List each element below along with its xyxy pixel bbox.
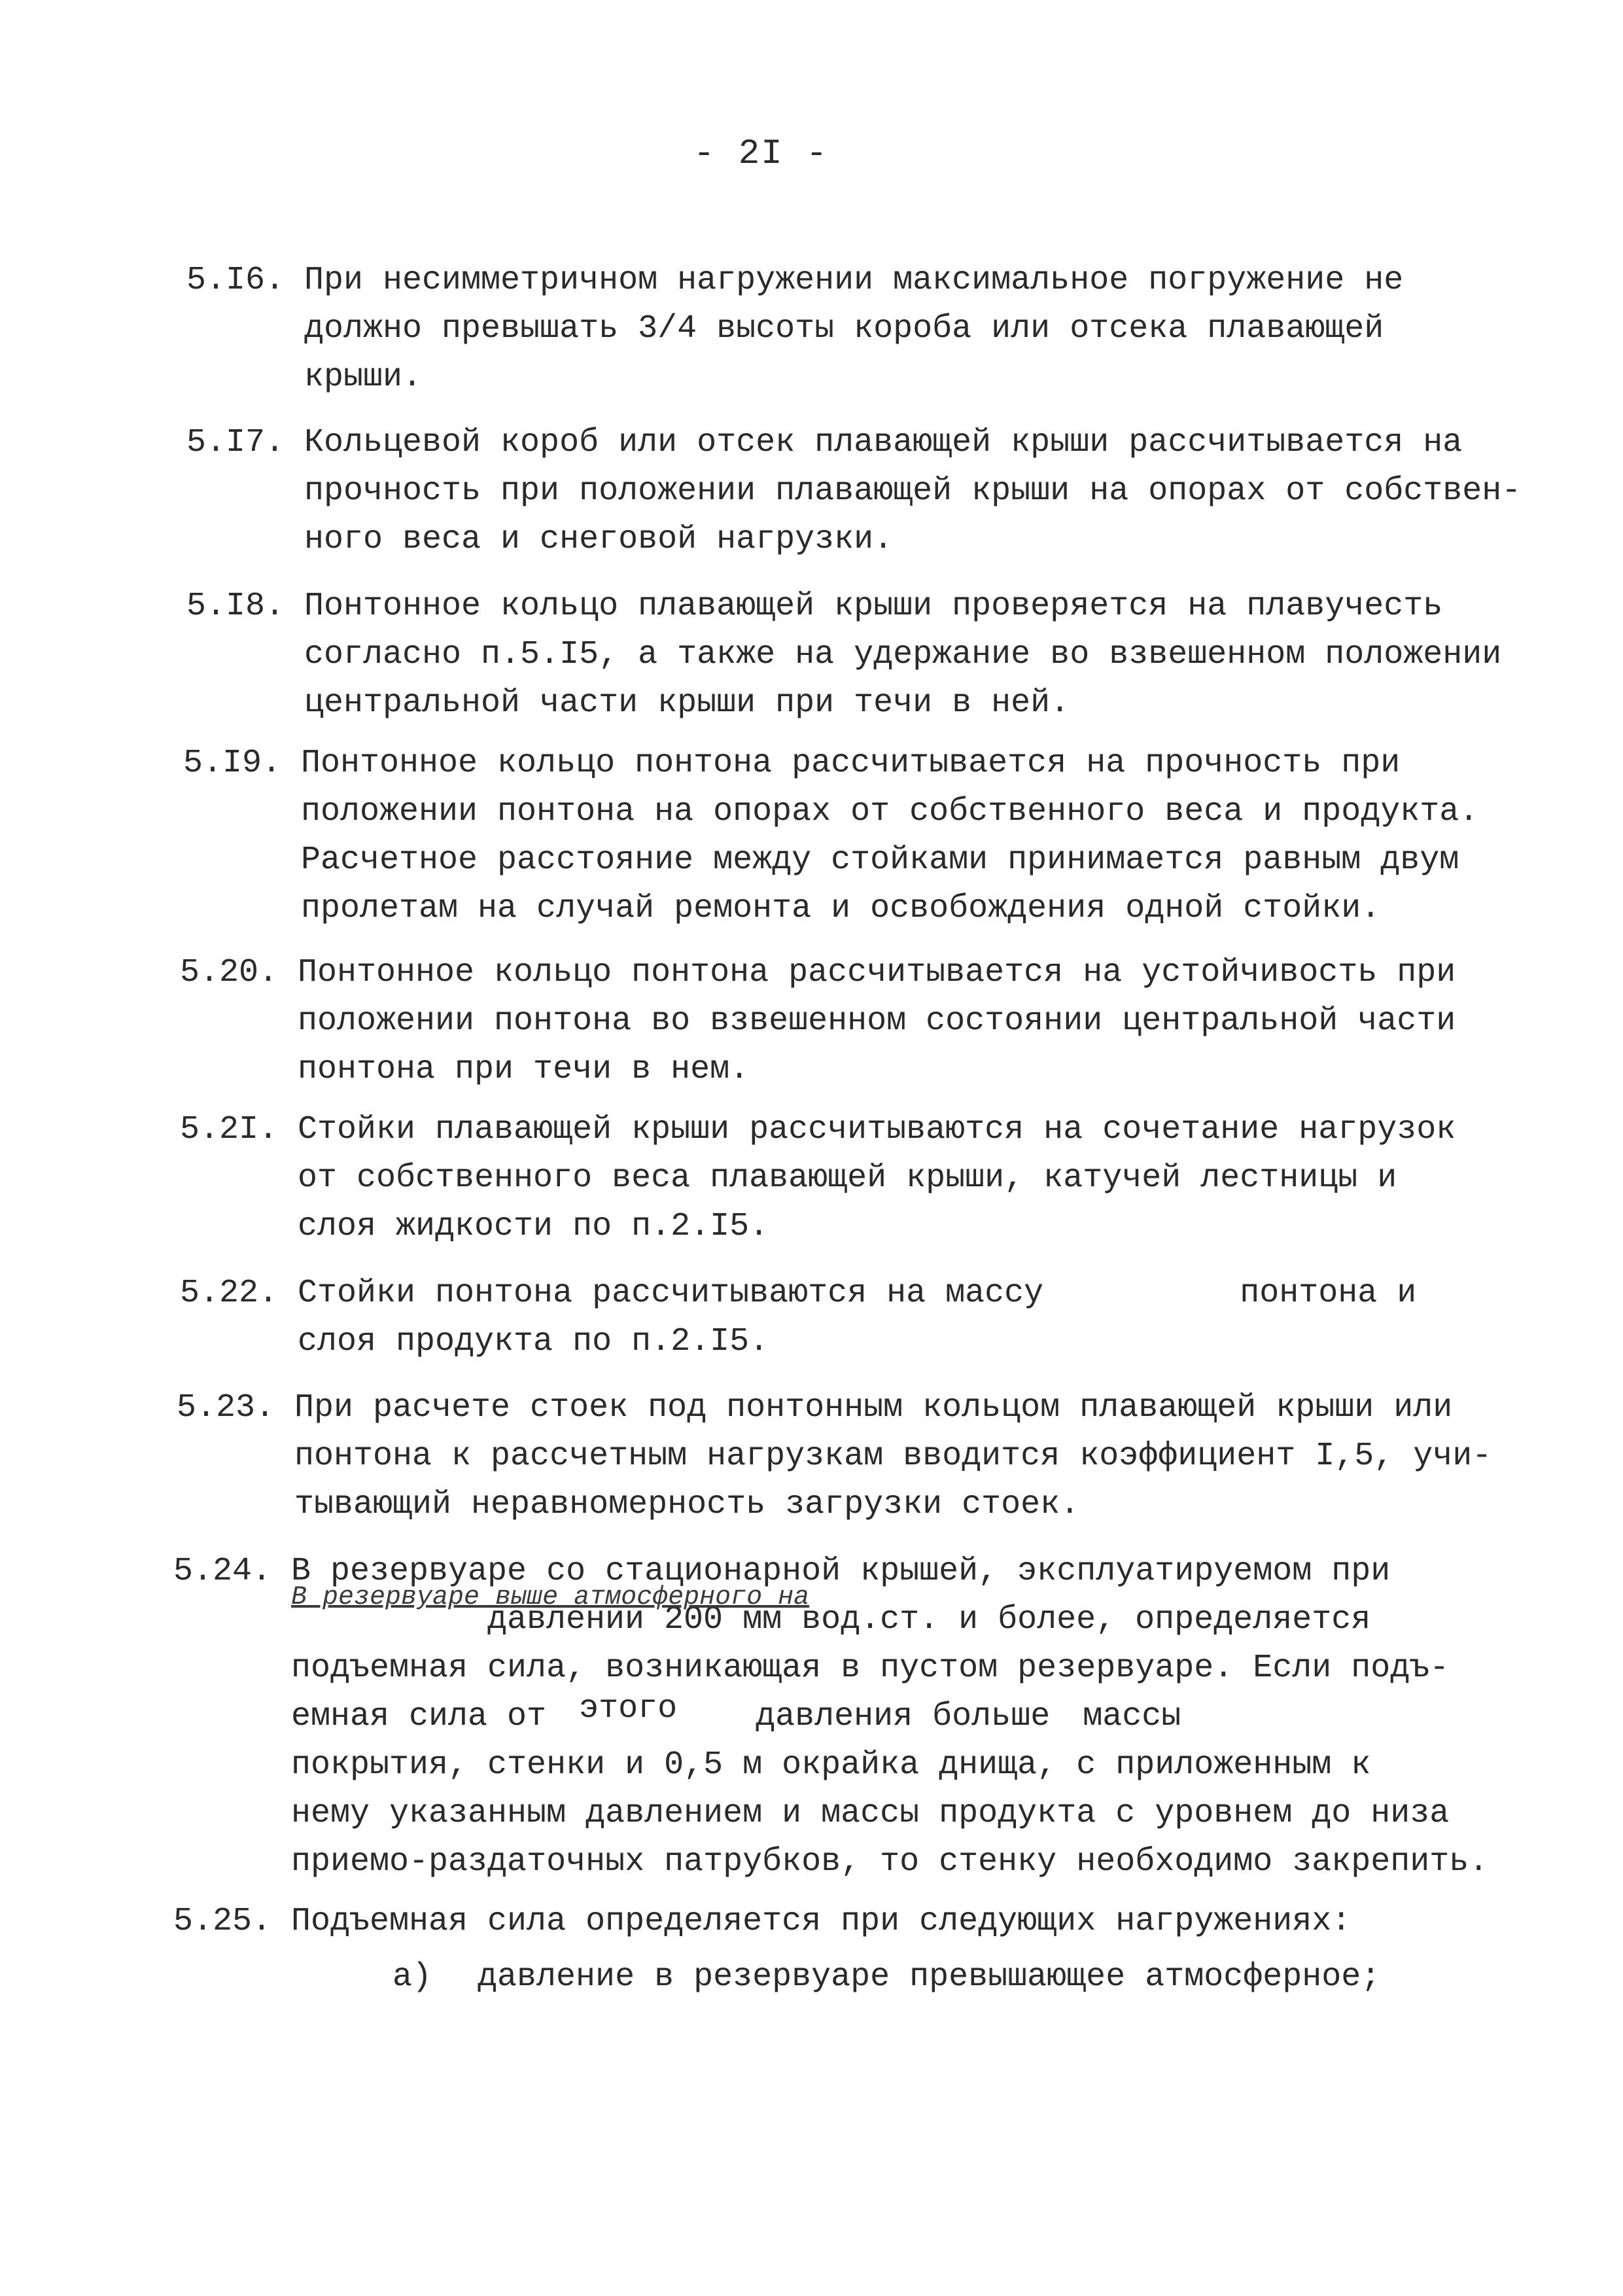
text-line: покрытия, стенки и 0,5 м окрайка днища, с приложенным к <box>291 1746 1371 1784</box>
clause-text <box>304 419 1521 564</box>
clause-number: 5.I6. <box>186 262 285 299</box>
text-fragment: понтона и <box>1240 1275 1417 1312</box>
clause-number: 5.I9. <box>183 745 282 782</box>
text-line: нему указанным давлением и массы продукта с уровнем до низа <box>291 1795 1450 1832</box>
sub-item-text: давление в резервуаре превышающее атмосферное; <box>478 1958 1381 1996</box>
text-line: крыши. <box>304 359 423 396</box>
text-line: Подъемная сила определяется при следующих нагружениях: <box>291 1903 1352 1940</box>
text-line: Кольцевой короб или отсек плавающей крыши рассчитывается на <box>304 424 1463 461</box>
text-line: Расчетное расстояние между стойками принимается равным двум <box>301 841 1459 879</box>
clause-number: 5.24. <box>173 1553 272 1590</box>
text-line: Понтонное кольцо понтона рассчитывается на устойчивость при <box>298 954 1456 991</box>
text-line <box>298 1269 1416 1318</box>
text-line: пролетам на случай ремонта и освобождения одной стойки. <box>301 890 1381 927</box>
text-line <box>291 1690 1488 1741</box>
clause-text <box>298 1106 1456 1251</box>
text-line: При несимметричном нагружении максимальное погружение не <box>304 262 1404 299</box>
clause-text <box>301 739 1478 933</box>
clause-text <box>294 1384 1492 1529</box>
clause-text <box>298 949 1456 1094</box>
text-line: ного веса и снеговой нагрузки. <box>304 521 894 558</box>
text-line: тывающий неравномерность загрузки стоек. <box>294 1486 1080 1523</box>
text-line: понтона при течи в нем. <box>298 1051 750 1088</box>
text-line: слоя жидкости по п.2.I5. <box>298 1208 769 1245</box>
text-line: При расчете стоек под понтонным кольцом плавающей крыши или <box>294 1389 1453 1426</box>
clause-number: 5.25. <box>173 1903 272 1940</box>
text-line: приемо-раздаточных патрубков, то стенку необходимо закрепить. <box>291 1843 1489 1881</box>
text-fragment: давления больше <box>756 1698 1051 1735</box>
clause-number: 5.23. <box>177 1389 275 1426</box>
clause-number: 5.I8. <box>186 588 285 625</box>
text-fragment: емная сила от <box>291 1698 547 1735</box>
sub-item-a <box>393 1953 1380 2002</box>
clause-text <box>298 1269 1416 1366</box>
clause-text <box>304 256 1403 402</box>
text-line: прочность при положении плавающей крыши на опорах от собствен- <box>304 472 1522 510</box>
text-fragment: массы <box>1083 1698 1181 1735</box>
handwritten-insertion: В резервуаре выше атмосферного на <box>291 1583 810 1612</box>
text-line: слоя продукта по п.2.I5. <box>298 1323 769 1360</box>
text-line: В резервуаре со стационарной крышей, эксплуатируемом при <box>291 1553 1391 1590</box>
page-number: - 2I - <box>693 134 829 174</box>
text-line: подъемная сила, возникающая в пустом резервуаре. Если подъ- <box>291 1650 1450 1687</box>
text-line: Понтонное кольцо понтона рассчитывается на прочность при <box>301 745 1401 782</box>
text-line: Стойки плавающей крыши рассчитываются на сочетание нагрузок <box>298 1111 1456 1148</box>
clause-number: 5.20. <box>180 954 279 991</box>
clause-text <box>291 1898 1351 1946</box>
text-line: согласно п.5.I5, а также на удержание во взвешенном положении <box>304 636 1502 673</box>
sub-item-label: а) <box>393 1958 432 1996</box>
text-line: Понтонное кольцо плавающей крыши проверяется на плавучесть <box>304 588 1443 625</box>
text-line: положении понтона на опорах от собственного веса и продукта. <box>301 793 1479 830</box>
text-fragment: Стойки понтона рассчитываются на массу <box>298 1275 1044 1312</box>
clause-number: 5.2I. <box>180 1111 279 1148</box>
text-fragment: этого <box>579 1690 678 1727</box>
clause-number: 5.I7. <box>186 424 285 461</box>
clause-text <box>304 582 1501 728</box>
clause-number: 5.22. <box>180 1275 279 1312</box>
text-line: от собственного веса плавающей крыши, катучей лестницы и <box>298 1159 1397 1197</box>
text-line: должно превышать 3/4 высоты короба или отсека плавающей <box>304 310 1384 347</box>
text-line: понтона к рассчетным нагрузкам вводится коэффициент I,5, учи- <box>294 1438 1492 1475</box>
text-line: положении понтона во взвешенном состоянии центральной части <box>298 1002 1456 1040</box>
text-line: давлении 200 мм вод.ст. и более, определяется <box>487 1601 1371 1638</box>
text-line: центральной части крыши при течи в ней. <box>304 684 1070 722</box>
